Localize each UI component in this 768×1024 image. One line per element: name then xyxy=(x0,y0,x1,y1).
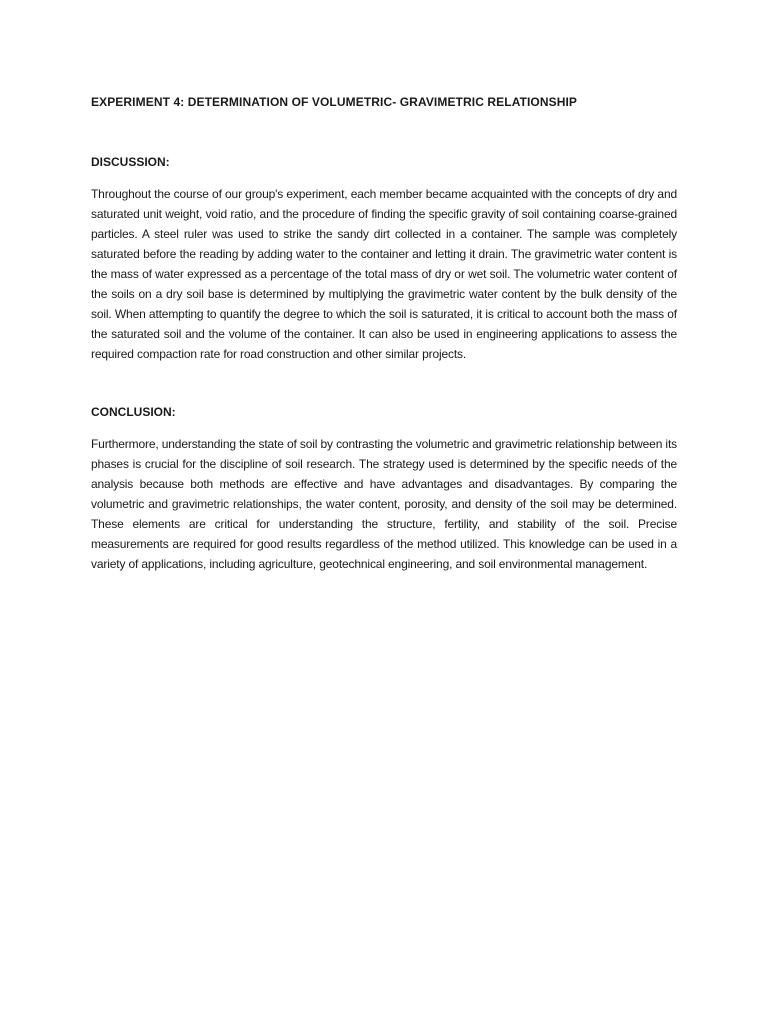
document-title: EXPERIMENT 4: DETERMINATION OF VOLUMETRIC- GRAVIMETRIC RELATIONSHIP xyxy=(91,95,578,109)
discussion-heading: DISCUSSION: xyxy=(91,155,170,169)
conclusion-heading: CONCLUSION: xyxy=(91,405,176,419)
conclusion-paragraph: Furthermore, understanding the state of soil by contrasting the volumetric and gravimetric relationship between its phases is crucial for the discipline of soil research. The strategy used is determined by the specific needs of the analysis because both methods are effective and have advantages and disadvantages. By comparing the volumetric and gravimetric relationships, the water content, porosity, and density of the soil may be determined. These elements are critical for understanding the structure, fertility, and stability of the soil. Precise measurements are required for good results regardless of the method utilized. This knowledge can be used in a variety of applications, including agriculture, geotechnical engineering, and soil environmental management. xyxy=(91,437,677,571)
discussion-paragraph: Throughout the course of our group's experiment, each member became acquainted with the concepts of dry and saturated unit weight, void ratio, and the procedure of finding the specific gravity of soil containing coarse-grained particles. A steel ruler was used to strike the sandy dirt collected in a container. The sample was completely saturated before the reading by adding water to the container and letting it drain. The gravimetric water content is the mass of water expressed as a percentage of the total mass of dry or wet soil. The volumetric water content of the soils on a dry soil base is determined by multiplying the gravimetric water content by the bulk density of the soil. When attempting to quantify the degree to which the soil is saturated, it is critical to account both the mass of the saturated soil and the volume of the container. It can also be used in engineering applications to assess the required compaction rate for road construction and other similar projects. xyxy=(91,187,677,361)
